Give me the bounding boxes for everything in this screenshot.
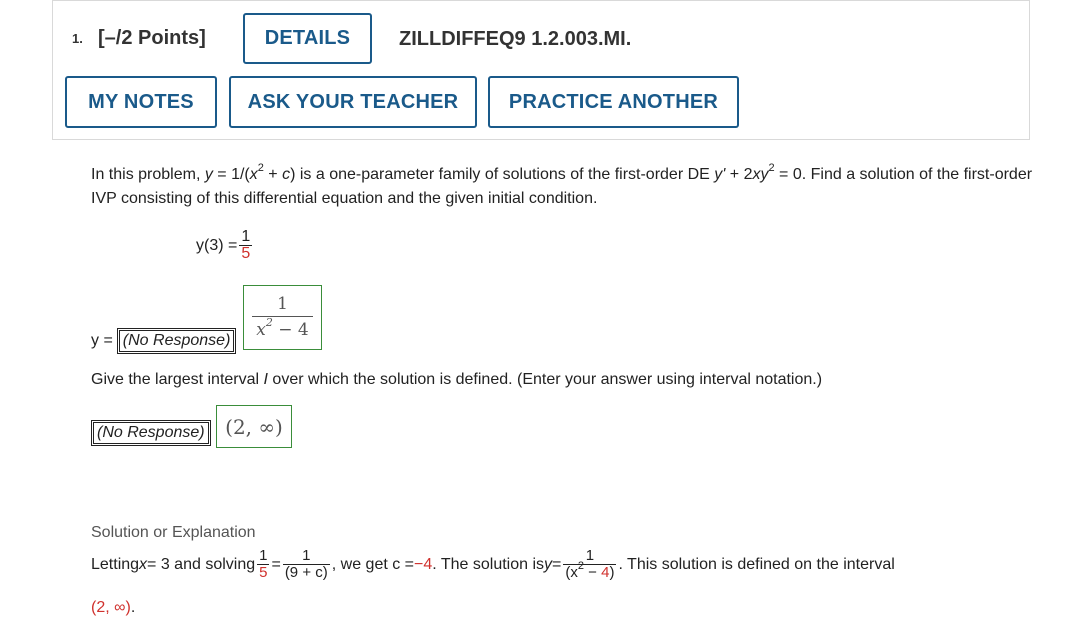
correct-answer-solution: $\frac{1}{x^2 - 4}$ [243, 285, 322, 350]
problem-statement: In this problem, $y = 1/(x^2 + c)$ is a one-parameter family of solutions of the first-order DE $y' + 2xy^2 = 0$. Find a solution of the first-order IVP consisting of this differential equation and the given initial condition. [91, 161, 1033, 207]
solution-explanation: Letting x = 3 and solving $\frac{1}{5}$ = $\frac{1}{(9 + c)}$ , we get c = −4 . The solution is y = $\frac{1}{(x^2 - 4)}$ . This solution is defined on the interval [91, 547, 895, 581]
solution-interval: (2, ∞). [91, 599, 136, 616]
solution-answer-row: y = (No Response) [91, 330, 234, 352]
interval-question: Give the largest interval I over which the solution is defined. (Enter your answer using interval notation.) [91, 371, 823, 388]
correct-answer-interval: (2, ∞) [216, 405, 292, 448]
solution-heading: Solution or Explanation [91, 524, 256, 541]
initial-condition: y(3) = $\frac{1}{5}$ [196, 228, 251, 262]
details-button[interactable]: DETAILS [243, 13, 372, 64]
ic-fraction: $\frac{1}{5}$ [241, 228, 251, 262]
question-code: ZILLDIFFEQ9 1.2.003.MI. [399, 28, 632, 50]
solution-response-field[interactable]: (No Response) [119, 330, 235, 352]
solution-fraction-2: $\frac{1}{(9 + c)}$ [284, 547, 328, 581]
solution-fraction-3: $\frac{1}{(x^2 - 4)}$ [565, 547, 615, 581]
interval-response-field[interactable]: (No Response) [93, 422, 209, 444]
practice-another-button[interactable]: PRACTICE ANOTHER [488, 76, 739, 128]
question-number: 1. [72, 31, 83, 46]
my-notes-button[interactable]: MY NOTES [65, 76, 217, 128]
points-label: [–/2 Points] [98, 27, 206, 49]
solution-fraction-1: $\frac{1}{5}$ [259, 547, 268, 581]
ask-teacher-button[interactable]: ASK YOUR TEACHER [229, 76, 477, 128]
